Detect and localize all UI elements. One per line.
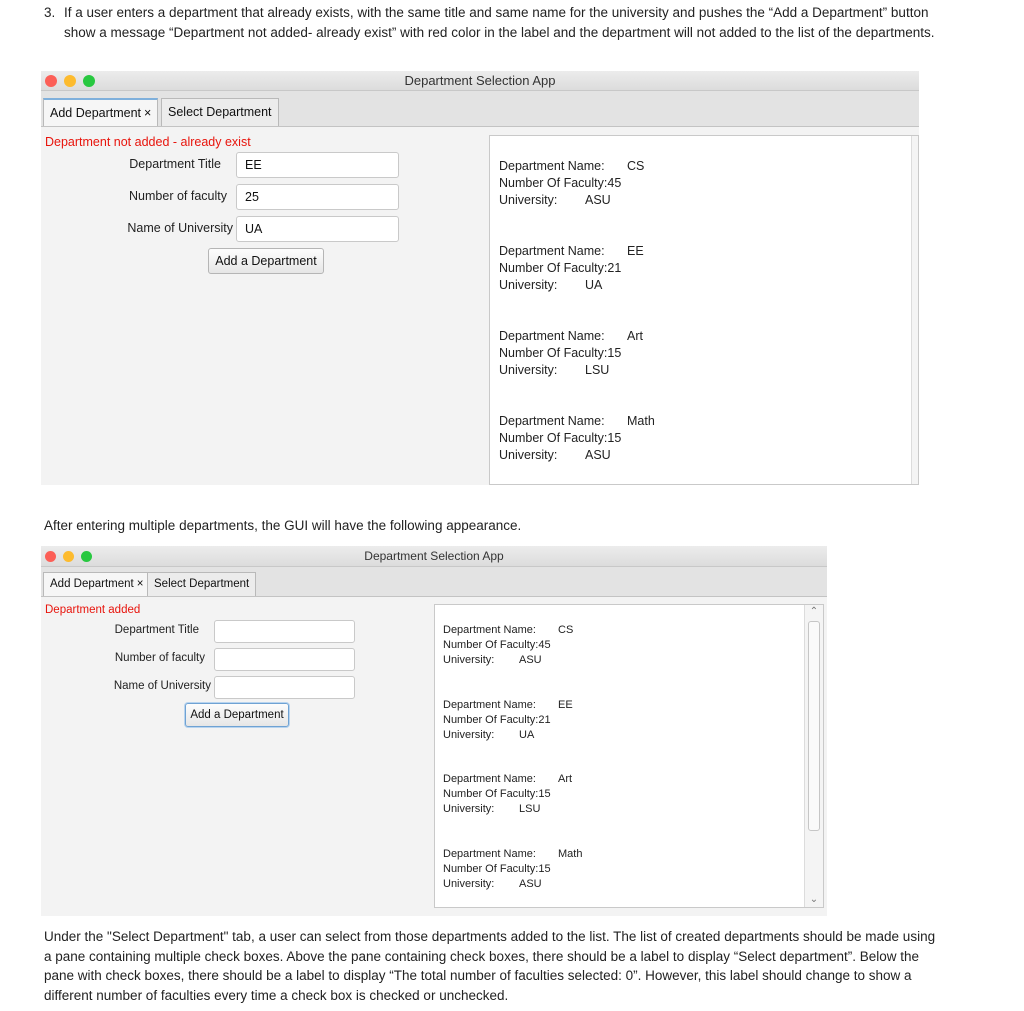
status-label: Department added [45, 604, 141, 616]
traffic-lights [45, 546, 92, 566]
university-value: LSU [585, 363, 610, 377]
university-key: University: [443, 803, 495, 815]
list-item [499, 158, 644, 209]
outro-text: Under the "Select Department" tab, a user can select from those departments added to the list. The list of created departments should be made using a pane containing multiple check boxes. Above the pane containing check boxes, there should be a label to display “Select department”. Below the pane with check boxes, there should be a label to display “The total number of faculties selected: 0”. However, this label should change to show a different number of faculties every time a check box is checked or unchecked. [44, 929, 936, 1003]
window-titlebar [41, 71, 919, 91]
faculty-count-key: Number Of Faculty: [499, 176, 608, 190]
university-key: University: [443, 729, 495, 741]
university-key: University: [499, 193, 558, 207]
tab-add-department-label: Add Department [50, 578, 134, 590]
faculty-count-value: 15 [538, 863, 551, 875]
list-item [499, 243, 644, 294]
department-name-key: Department Name: [443, 773, 536, 785]
number-of-faculty-input[interactable] [214, 648, 355, 671]
faculty-count-value: 21 [538, 714, 551, 726]
tab-bar [41, 91, 919, 127]
department-name-value: CS [627, 159, 645, 173]
number-of-faculty-input[interactable] [236, 184, 399, 210]
department-name-key: Department Name: [499, 159, 605, 173]
department-name-value: Art [627, 329, 643, 343]
tab-close-icon[interactable]: × [136, 578, 144, 590]
university-key: University: [443, 654, 495, 666]
faculty-count-value: 15 [538, 788, 551, 800]
department-name-value: Math [558, 848, 583, 860]
scroll-up-icon[interactable]: ⌃ [809, 606, 819, 617]
department-name-value: EE [558, 699, 573, 711]
tab-select-department-label: Select Department [154, 578, 250, 590]
tab-add-department[interactable] [43, 98, 158, 126]
app-window-already-exists [41, 71, 919, 485]
faculty-count-value: 15 [607, 431, 622, 445]
list-item [443, 623, 573, 668]
close-window-icon[interactable] [45, 551, 56, 562]
app-window-multiple-departments [41, 546, 827, 916]
tab-select-department-label: Select Department [168, 105, 272, 119]
list-item [499, 328, 643, 379]
university-name-label: Name of University [113, 680, 211, 692]
department-name-value: Art [558, 773, 573, 785]
department-name-key: Department Name: [443, 624, 536, 636]
department-name-key: Department Name: [499, 329, 605, 343]
status-label: Department not added - already exist [45, 135, 251, 149]
tab-select-department[interactable] [161, 98, 279, 126]
department-name-value: Math [627, 414, 655, 428]
number-of-faculty-label: Number of faculty [114, 652, 205, 664]
maximize-window-icon[interactable] [81, 551, 92, 562]
university-value: ASU [519, 878, 542, 890]
department-name-key: Department Name: [443, 848, 536, 860]
department-title-label: Department Title [129, 157, 221, 171]
department-title-input[interactable] [214, 620, 355, 643]
item-number: 3. [44, 5, 56, 20]
window-title: Department Selection App [364, 549, 504, 563]
intro-paragraph [44, 3, 944, 42]
university-key: University: [499, 363, 558, 377]
university-value: ASU [519, 654, 542, 666]
department-name-key: Department Name: [443, 699, 536, 711]
tab-add-department-label: Add Department [50, 106, 142, 120]
list-item [443, 847, 582, 892]
university-name-input[interactable] [214, 676, 355, 699]
university-key: University: [499, 448, 558, 462]
scrollbar-thumb[interactable] [808, 621, 820, 831]
faculty-count-key: Number Of Faculty: [443, 714, 539, 726]
faculty-count-key: Number Of Faculty: [443, 639, 539, 651]
department-list[interactable] [489, 135, 919, 485]
scroll-down-icon[interactable]: ⌄ [809, 894, 819, 905]
middle-text: After entering multiple departments, the GUI will have the following appearance. [44, 518, 522, 533]
university-name-input[interactable] [236, 216, 399, 242]
maximize-window-icon[interactable] [83, 75, 95, 87]
traffic-lights [45, 71, 95, 90]
minimize-window-icon[interactable] [64, 75, 76, 87]
close-window-icon[interactable] [45, 75, 57, 87]
university-key: University: [443, 878, 495, 890]
faculty-count-value: 45 [607, 176, 622, 190]
faculty-count-key: Number Of Faculty: [499, 431, 608, 445]
minimize-window-icon[interactable] [63, 551, 74, 562]
university-value: LSU [519, 803, 541, 815]
list-scrollbar[interactable] [804, 605, 823, 907]
department-name-value: CS [558, 624, 574, 636]
department-title-input[interactable] [236, 152, 399, 178]
department-name-key: Department Name: [499, 244, 605, 258]
faculty-count-key: Number Of Faculty: [499, 261, 608, 275]
list-scrollbar[interactable] [911, 136, 918, 484]
department-name-value: EE [627, 244, 644, 258]
university-value: ASU [585, 193, 611, 207]
list-item [499, 413, 655, 464]
window-titlebar [41, 546, 827, 567]
faculty-count-value: 21 [607, 261, 622, 275]
faculty-count-key: Number Of Faculty: [499, 346, 608, 360]
tab-add-department[interactable] [43, 572, 150, 596]
faculty-count-key: Number Of Faculty: [443, 863, 539, 875]
department-list[interactable] [434, 604, 824, 908]
list-item [443, 698, 573, 743]
university-key: University: [499, 278, 558, 292]
tab-bar [41, 567, 827, 597]
faculty-count-value: 15 [607, 346, 622, 360]
department-name-key: Department Name: [499, 414, 605, 428]
number-of-faculty-label: Number of faculty [129, 189, 227, 203]
tab-close-icon[interactable]: × [144, 106, 152, 120]
add-department-button[interactable]: Add a Department [208, 248, 324, 274]
intro-text: If a user enters a department that already exists, with the same title and same name for the university and pushes the “Add a Department” button show a message “Department not added- already exist” with red color in the label and the department will not added to the list of the departments. [64, 5, 935, 40]
faculty-count-key: Number Of Faculty: [443, 788, 539, 800]
tab-select-department[interactable] [147, 572, 256, 596]
university-value: UA [585, 278, 603, 292]
window-title: Department Selection App [404, 73, 556, 88]
university-value: ASU [585, 448, 611, 462]
add-department-button[interactable]: Add a Department [185, 703, 289, 727]
university-name-label: Name of University [127, 221, 233, 235]
university-value: UA [519, 729, 535, 741]
faculty-count-value: 45 [538, 639, 551, 651]
department-title-label: Department Title [114, 624, 199, 636]
list-item [443, 772, 572, 817]
